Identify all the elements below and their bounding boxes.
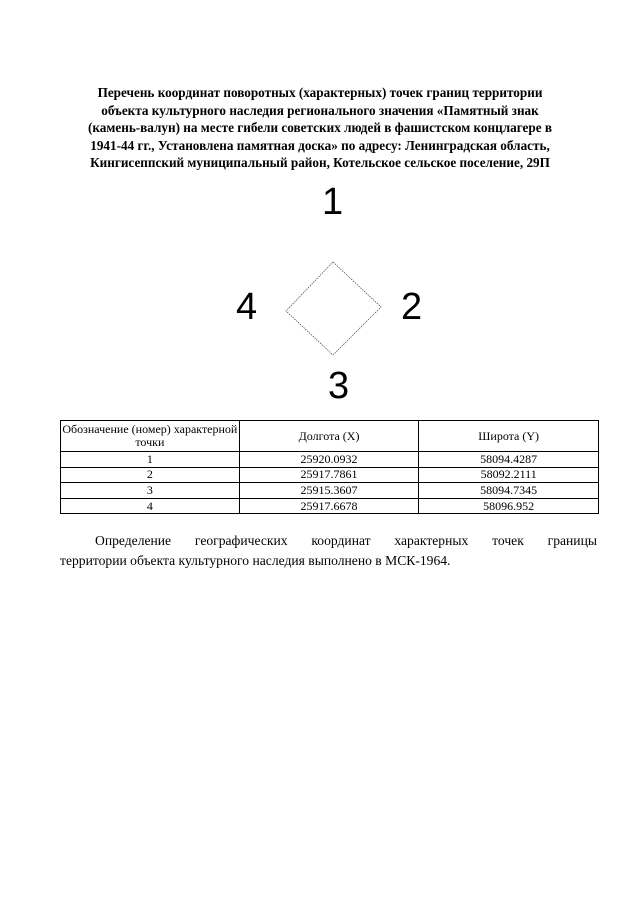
table-row	[61, 452, 599, 468]
cell-latitude: 58094.4287	[419, 452, 599, 468]
column-header-latitude: Широта (Y)	[419, 421, 599, 452]
cell-longitude: 25917.6678	[239, 498, 419, 514]
cell-point: 3	[61, 483, 240, 499]
column-header-point: Обозначение (номер) характерной точки	[61, 421, 240, 452]
title-line: Перечень координат поворотных (характерных) точек границ территории	[97, 85, 543, 100]
title-line: 1941-44 гг., Установлена памятная доска» по адресу: Ленинградская область,	[90, 137, 550, 153]
point-label-4: 4	[236, 286, 258, 328]
point-label-3: 3	[328, 365, 350, 407]
cell-point: 2	[61, 467, 240, 483]
table-row	[61, 467, 599, 483]
cell-latitude: 58092.2111	[419, 467, 599, 483]
note-line-1: Определение географических координат характерных точек границы	[95, 533, 597, 548]
table-row	[61, 498, 599, 514]
title-line: Кингисеппский муниципальный район, Котельское сельское поселение, 29П	[90, 155, 550, 170]
note-line-2: территории объекта культурного наследия выполнено в МСК-1964.	[60, 553, 451, 568]
table-header-row	[61, 421, 599, 452]
title-line: объекта культурного наследия регионального значения «Памятный знак	[101, 102, 539, 118]
point-label-2: 2	[401, 286, 423, 328]
cell-longitude: 25915.3607	[239, 483, 419, 499]
coordinate-system-note	[60, 531, 597, 571]
title-line: (камень-валун) на месте гибели советских людей в фашистском концлагере в	[88, 120, 552, 135]
table-row	[61, 483, 599, 499]
boundary-polygon	[286, 262, 381, 355]
cell-latitude: 58094.7345	[419, 483, 599, 499]
cell-point: 1	[61, 452, 240, 468]
coordinates-table	[60, 420, 599, 514]
cell-point: 4	[61, 498, 240, 514]
point-label-1: 1	[322, 181, 344, 223]
cell-latitude: 58096.952	[419, 498, 599, 514]
cell-longitude: 25917.7861	[239, 467, 419, 483]
column-header-longitude: Долгота (X)	[239, 421, 419, 452]
cell-longitude: 25920.0932	[239, 452, 419, 468]
